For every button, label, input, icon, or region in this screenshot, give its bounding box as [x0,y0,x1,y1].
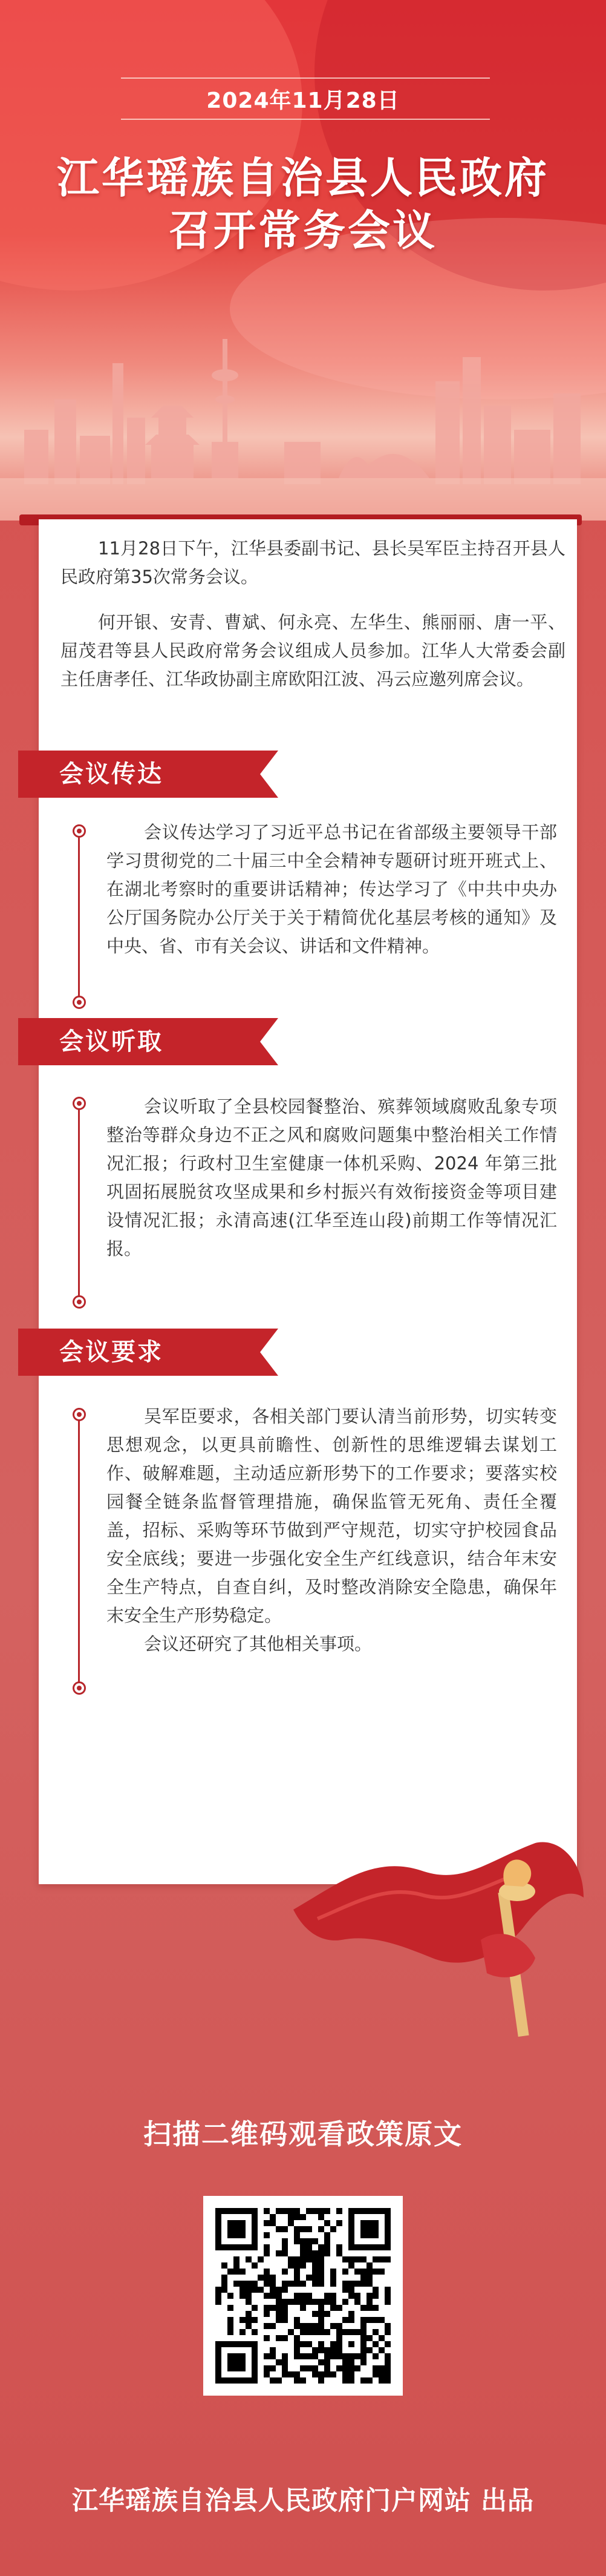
section-body-transmit [106,818,557,961]
qr-code-image [203,2196,403,2396]
timeline-line [78,1414,80,1693]
red-flag-torch-icon [281,1819,596,2037]
timeline-dot [73,1295,86,1309]
section-body-text: 会议传达学习了习近平总书记在省部级主要领导干部学习贯彻党的二十届三中全会精神专题研讨班开班式上、在湖北考察时的重要讲话精神；传达学习了《中共中央办公厅国务院办公厅关于关于精简优化基层考核的通知》及中央、省、市有关会议、讲话和文件精神。 [106,822,557,956]
page-title-line1: 江华瑶族自治县人民政府 [57,153,549,203]
divider-line [121,77,490,79]
timeline-dot [73,1097,86,1110]
scan-qr-prompt: 扫描二维码观看政策原文 [143,2118,463,2150]
section-title-transmit: 会议传达 [59,760,163,788]
date-label: 2024年11月28日 [206,88,400,113]
intro-paragraph-2: 何开银、安青、曹斌、何永亮、左华生、熊丽丽、唐一平、屈茂君等县人民政府常务会议组成人员参加。江华人大常委会副主任唐孝任、江华政协副主席欧阳江波、冯云应邀列席会议。 [60,612,565,689]
section-body-extra: 会议还研究了其他相关事项。 [144,1634,373,1654]
section-body-text: 会议听取了全县校园餐整治、殡葬领域腐败乱象专项整治等群众身边不正之风和腐败问题集中整治相关工作情况汇报；行政村卫生室健康一体机采购、2024 年第三批巩固拓展脱贫攻坚成果和乡村振兴有效衔接资金等项目建设情况汇报；永清高速(江华至连山段)前期工作等情况汇报。 [106,1096,557,1259]
header-banner [0,0,606,521]
city-skyline-illustration [0,327,606,521]
timeline-dot [73,1408,86,1421]
timeline-dot [73,996,86,1009]
timeline-line [78,830,80,1006]
page-title-line2: 召开常务会议 [169,206,437,255]
section-title-require: 会议要求 [59,1338,163,1366]
section-body-require [106,1402,557,1658]
publisher-credit: 江华瑶族自治县人民政府门户网站 出品 [72,2486,534,2516]
section-body-text: 吴军臣要求，各相关部门要认清当前形势，切实转变思想观念，以更具前瞻性、创新性的思维逻辑去谋划工作、破解难题，主动适应新形势下的工作要求；要落实校园餐全链条监督管理措施，确保监管无死角、责任全覆盖，招标、采购等环节做到严守规范，切实守护校园食品安全底线；要进一步强化安全生产红线意识，结合年末安全生产特点，自查自纠，及时整改消除安全隐患，确保年末安全生产形势稳定。 [106,1406,557,1626]
timeline-dot [73,1681,86,1695]
divider-line [121,119,490,120]
intro-paragraph-1: 11月28日下午，江华县委副书记、县长吴军臣主持召开县人民政府第35次常务会议。 [60,538,565,587]
timeline-line [78,1103,80,1307]
section-body-hear [106,1092,557,1263]
timeline-dot [73,824,86,838]
qr-code[interactable] [203,2196,403,2396]
section-title-hear: 会议听取 [59,1028,163,1056]
